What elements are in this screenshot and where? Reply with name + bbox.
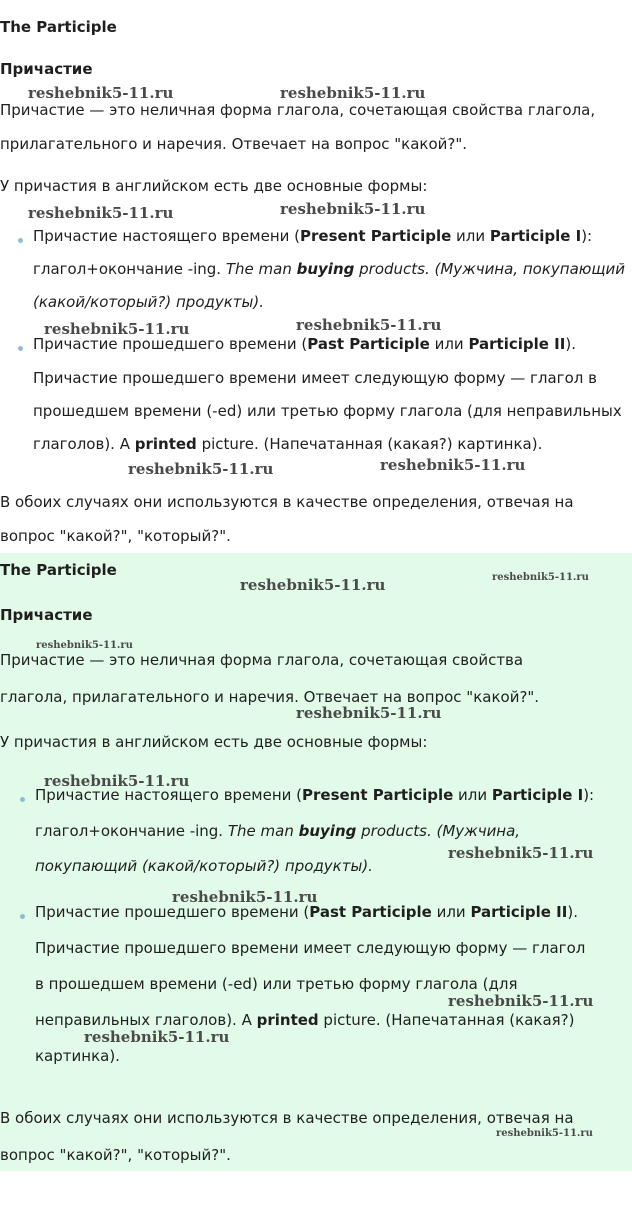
conclusion-line-2: вопрос "какой?", "который?". xyxy=(0,1146,231,1164)
watermark: reshebnik5-11.ru xyxy=(44,320,190,338)
forms-intro: У причастия в английском есть две основные формы: xyxy=(0,177,428,195)
watermark: reshebnik5-11.ru xyxy=(84,1028,230,1046)
conclusion-line-1: В обоих случаях они используются в качестве определения, отвечая на xyxy=(0,493,574,511)
watermark: reshebnik5-11.ru xyxy=(296,316,442,334)
watermark: reshebnik5-11.ru xyxy=(448,844,594,862)
watermark: reshebnik5-11.ru xyxy=(240,576,386,594)
watermark: reshebnik5-11.ru xyxy=(280,84,426,102)
bullet-past-line-4: неправильных глаголов). А printed picture. (Напечатанная (какая?) xyxy=(35,1011,575,1029)
bullet-past-line-2: Причастие прошедшего времени имеет следующую форму — глагол в xyxy=(33,369,597,387)
section-1-subtitle: Причастие xyxy=(0,60,93,78)
forms-intro: У причастия в английском есть две основные формы: xyxy=(0,733,428,751)
intro-line-1: Причастие — это неличная форма глагола, сочетающая свойства xyxy=(0,651,524,669)
bullet-past-line-4: глаголов). А printed picture. (Напечатанная (какая?) картинка). xyxy=(33,435,543,453)
watermark: reshebnik5-11.ru xyxy=(496,1128,593,1139)
section-2-title: The Participle xyxy=(0,561,117,579)
bullet-past-line-5: картинка). xyxy=(35,1047,120,1065)
bullet-dot xyxy=(18,238,23,243)
intro-line-2: прилагательного и наречия. Отвечает на вопрос "какой?". xyxy=(0,135,468,153)
watermark: reshebnik5-11.ru xyxy=(28,84,174,102)
section-2-subtitle: Причастие xyxy=(0,606,93,624)
bullet-past-line-3: в прошедшем времени (-ed) или третью форму глагола (для xyxy=(35,975,518,993)
watermark: reshebnik5-11.ru xyxy=(36,640,133,651)
bullet-past-line-1: Причастие прошедшего времени (Past Participle или Participle II). xyxy=(33,335,576,353)
intro-line-1: Причастие — это неличная форма глагола, сочетающая свойства глагола, xyxy=(0,101,596,119)
bullet-past-line-2: Причастие прошедшего времени имеет следующую форму — глагол xyxy=(35,939,586,957)
bullet-present-line-2: глагол+окончание -ing. The man buying products. (Мужчина, покупающий xyxy=(33,260,626,278)
watermark: reshebnik5-11.ru xyxy=(380,456,526,474)
bullet-present-line-3: покупающий (какой/который?) продукты). xyxy=(35,857,373,875)
watermark: reshebnik5-11.ru xyxy=(280,200,426,218)
watermark: reshebnik5-11.ru xyxy=(172,888,318,906)
watermark: reshebnik5-11.ru xyxy=(296,704,442,722)
watermark: reshebnik5-11.ru xyxy=(492,572,589,583)
bullet-dot xyxy=(20,914,25,919)
watermark: reshebnik5-11.ru xyxy=(28,204,174,222)
bullet-dot xyxy=(20,797,25,802)
bullet-present-line-1: Причастие настоящего времени (Present Participle или Participle I): xyxy=(35,786,595,804)
bullet-present-line-3: (какой/который?) продукты). xyxy=(33,293,265,311)
watermark: reshebnik5-11.ru xyxy=(44,772,190,790)
section-1-title: The Participle xyxy=(0,18,117,36)
conclusion-line-1: В обоих случаях они используются в качестве определения, отвечая на xyxy=(0,1109,574,1127)
bullet-past-line-1: Причастие прошедшего времени (Past Participle или Participle II). xyxy=(35,903,578,921)
conclusion-line-2: вопрос "какой?", "который?". xyxy=(0,527,231,545)
watermark: reshebnik5-11.ru xyxy=(128,460,274,478)
bullet-past-line-3: прошедшем времени (-ed) или третью форму глагола (для неправильных xyxy=(33,402,622,420)
bullet-present-line-2: глагол+окончание -ing. The man buying products. (Мужчина, xyxy=(35,822,521,840)
watermark: reshebnik5-11.ru xyxy=(448,992,594,1010)
bullet-present-line-1: Причастие настоящего времени (Present Participle или Participle I): xyxy=(33,227,593,245)
bullet-dot xyxy=(18,346,23,351)
intro-line-2: глагола, прилагательного и наречия. Отвечает на вопрос "какой?". xyxy=(0,688,540,706)
